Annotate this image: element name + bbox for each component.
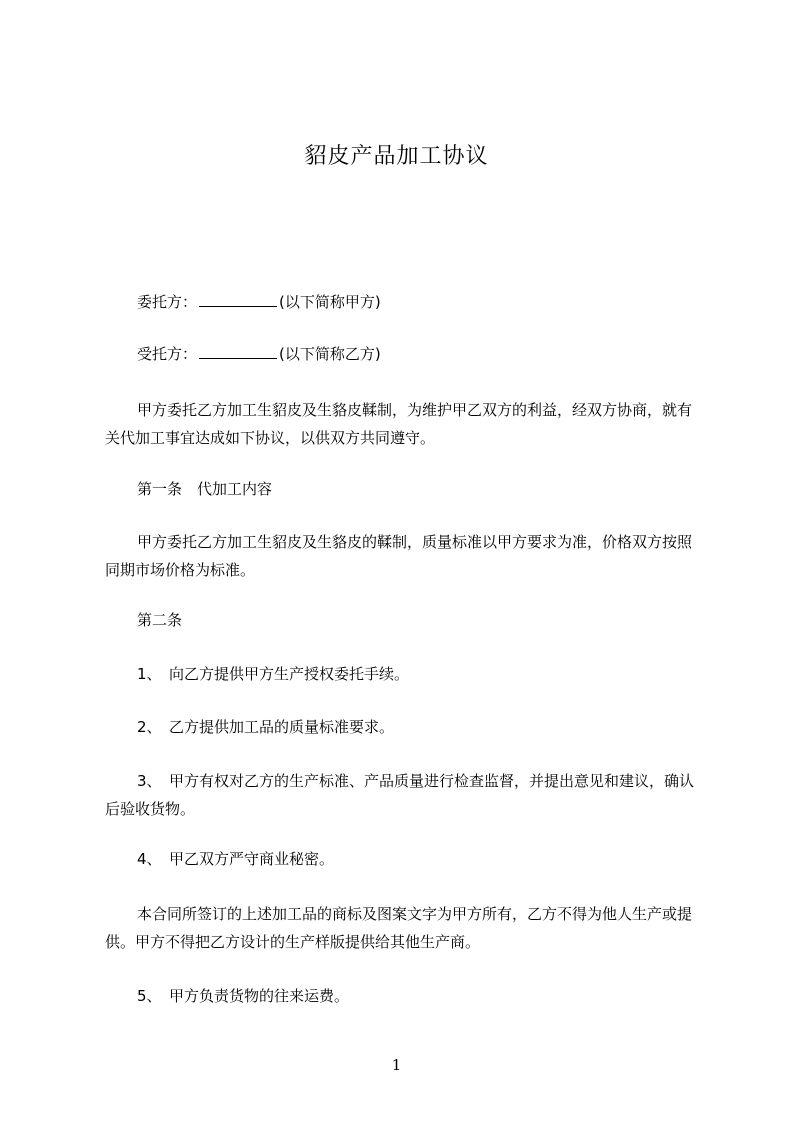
article1-body: 甲方委托乙方加工生貂皮及生貉皮的鞣制，质量标准以甲方要求为准，价格双方按照同期市场价格为标准。: [105, 533, 693, 579]
party-a-suffix: (以下简称甲方): [279, 293, 381, 311]
list-item-3: 3、 甲方有权对乙方的生产标准、产品质量进行检查监督，并提出意见和建议，确认后验收货物。: [105, 772, 695, 818]
list-item-2: 2、 乙方提供加工品的质量标准要求。: [137, 718, 395, 736]
party-b-label: 受托方：: [137, 345, 198, 363]
party-a-blank: [199, 291, 277, 307]
intro-paragraph: 甲方委托乙方加工生貂皮及生貉皮鞣制，为维护甲乙双方的利益，经双方协商，就有关代加工事宜达成如下协议，以供双方共同遵守。: [105, 401, 693, 447]
page-number: 1: [391, 1056, 402, 1074]
party-b-suffix: (以下简称乙方): [279, 345, 381, 363]
article1-heading: 第一条 代加工内容: [137, 480, 273, 498]
party-b-line: [137, 340, 737, 368]
list-item-4-body: 本合同所签订的上述加工品的商标及图案文字为甲方所有，乙方不得为他人生产或提供。甲方不得把乙方设计的生产样版提供给其他生产商。: [105, 905, 693, 951]
party-a-label: 委托方：: [137, 293, 198, 311]
list-item-4: 4、 甲乙双方严守商业秘密。: [137, 850, 335, 868]
article2-heading: 第二条: [137, 611, 183, 629]
party-b-blank: [199, 343, 277, 359]
document-title: 貂皮产品加工协议: [304, 144, 489, 169]
party-a-line: [137, 288, 737, 316]
list-item-1: 1、 向乙方提供甲方生产授权委托手续。: [137, 665, 410, 683]
list-item-5: 5、 甲方负责货物的往来运费。: [137, 987, 350, 1005]
